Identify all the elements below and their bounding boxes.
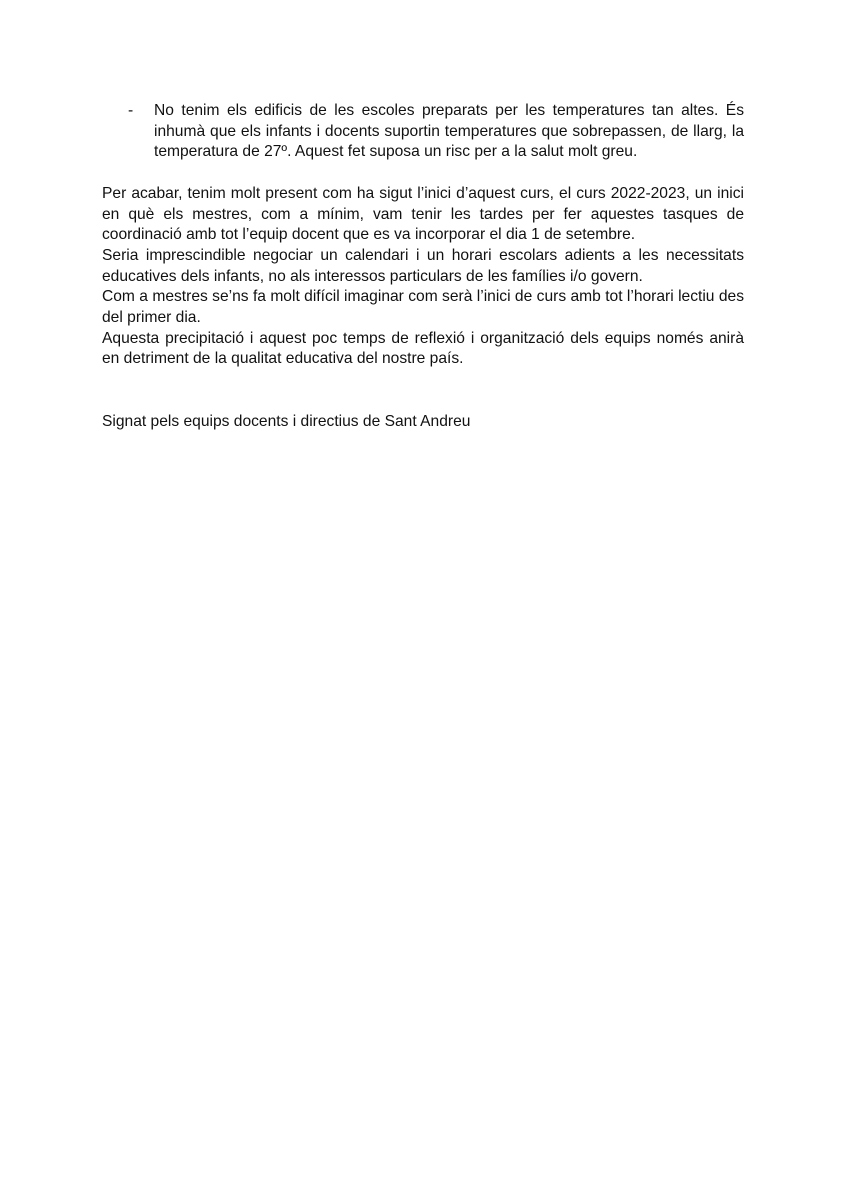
paragraph-spacer	[102, 163, 744, 184]
paragraph-schedule: Com a mestres se’ns fa molt difícil imaginar com serà l’inici de curs amb tot l’horari lectiu des del primer dia.	[102, 288, 744, 327]
bullet-text: No tenim els edificis de les escoles preparats per les temperatures tan altes. És inhumà que els infants i docents suportin temperatures que sobrepassen, de llarg, la temperatura de 27º. Aquest fet suposa un risc per a la salut molt greu.	[154, 102, 744, 161]
paragraph-closing-intro: Per acabar, tenim molt present com ha sigut l’inici d’aquest curs, el curs 2022-2023, un inici en què els mestres, com a mínim, vam tenir les tardes per fer aquestes tasques de coordinació amb tot l’equip docent que es va incorporar el dia 1 de setembre.	[102, 184, 744, 244]
paragraph-quality: Aquesta precipitació i aquest poc temps de reflexió i organització dels equips només anirà en detriment de la qualitat educativa del nostre país.	[102, 329, 744, 368]
bullet-marker: -	[128, 102, 134, 119]
bullet-item	[102, 101, 744, 163]
paragraph-calendar: Seria imprescindible negociar un calendari i un horari escolars adients a les necessitats educatives dels infants, no als interessos particulars de les famílies i/o govern.	[102, 246, 744, 285]
signature-spacer	[102, 370, 744, 411]
document-body	[102, 101, 744, 432]
signature-line: Signat pels equips docents i directius de Sant Andreu	[102, 412, 471, 430]
